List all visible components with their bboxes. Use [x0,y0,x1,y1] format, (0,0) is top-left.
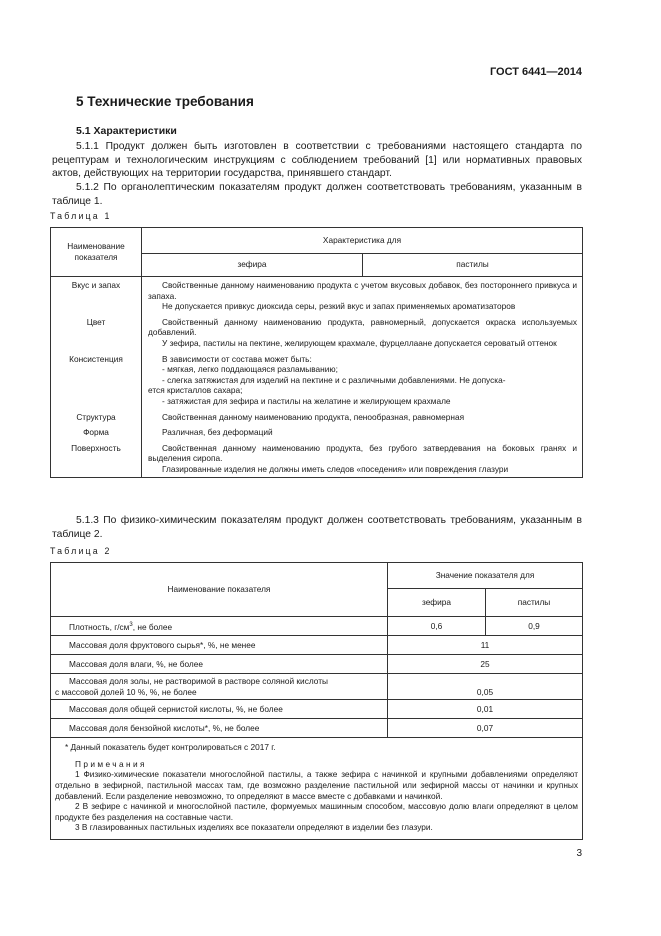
t2-header-name: Наименование показателя [51,563,388,617]
row-name: Массовая доля золы, не растворимой в растворе соляной кислоты с массовой долей 10 %, %, не более [51,674,388,700]
t1-header-pastila: пастилы [363,253,583,276]
desc-line: Различная, без деформаций [162,427,273,438]
subsection-title: 5.1 Характеристики [76,125,177,137]
value-zefir: 0,6 [388,617,486,636]
value-common: 11 [388,636,583,655]
desc-line: Свойственный данному наименованию продукта, равномерный, допускается окраска используемых добавлений. [148,316,578,338]
row-description [142,424,583,440]
table-row [51,440,583,477]
table-2-caption: Таблица 2 [50,546,112,556]
table-row [51,617,583,636]
paragraph-5-1-3: 5.1.3 По физико-химическим показателям продукт должен соответствовать требованиям, указанным в таблице 2. [52,515,582,540]
table-notes [51,738,583,840]
desc-list-item: - слегка затяжистая для изделий на пектине и с различными добавлениями. Не допуска- [162,374,506,385]
t2-header-value: Значение показателя для [388,563,583,589]
row-name: Вкус и запах [51,277,142,314]
desc-line: Глазированные изделия не должны иметь следов «поседения» или повреждения глазури [162,463,509,474]
desc-line: У зефира, пастилы на пектине, желирующем крахмале, фурцеллаане допускается сероватый оттенок [162,337,557,348]
table-row [51,409,583,425]
desc-line: ется кристаллов сахара; [148,385,243,396]
row-description [142,314,583,351]
desc-list-item: - затяжистая для зефира и пастилы на желатине и желирующем крахмале [162,395,451,406]
notes-title: Примечания [75,758,147,769]
t1-header-characteristic: Характеристика для [142,228,583,254]
desc-line: Не допускается привкус диоксида серы, резкий вкус и запах применяемых ароматизаторов [162,301,516,312]
desc-line: Свойственная данному наименованию продукта, без грубого затвердевания на боковых гранях и выделения сиропа. [148,442,578,464]
section-title: 5 Технические требования [76,94,254,109]
row-name: Поверхность [51,440,142,477]
paragraph-5-1-2: 5.1.2 По органолептическим показателям продукт должен соответствовать требованиям, указанным в таблице 1. [52,182,582,207]
t1-header-name: Наименование показателя [51,228,142,277]
t2-header-zefir: зефира [388,589,486,617]
table-row [51,314,583,351]
row-name: Консистенция [51,351,142,409]
row-name: Структура [51,409,142,425]
paragraph-5-1-1: 5.1.1 Продукт должен быть изготовлен в соответствии с требованиями настоящего стандарта по рецептурам и технологическим инструкциям с соблюдением требований [1] или нормативных правовых актов, действующих на территории государства, принявшего стандарт. [52,141,582,179]
table-row [51,655,583,674]
value-common: 0,05 [388,674,583,700]
value-common: 0,07 [388,719,583,738]
table-row [51,277,583,314]
desc-line: Свойственная данному наименованию продукта, пенообразная, равномерная [162,411,465,422]
table-row [51,674,583,700]
row-name: Массовая доля влаги, %, не более [51,655,388,674]
row-description [142,409,583,425]
desc-line: В зависимости от состава может быть: [162,353,312,364]
value-common: 0,01 [388,700,583,719]
row-name: Массовая доля общей сернистой кислоты, %, не более [51,700,388,719]
desc-line: Свойственные данному наименованию продукта с учетом вкусовых добавок, без постороннего привкуса и запаха. [148,280,578,301]
note-item: 1 Физико-химические показатели многослойной пастилы, а также зефира с начинкой и крупными добавлениями определяют отдельно в зефирной, пастильной массах там, где возможно разделение пастильной или зефирной массы от начинки и крупных добавлений. Если разделение невозможно, то определяют в массе вместе с добавками и начинкой. [55,769,579,801]
t2-header-pastila: пастилы [486,589,583,617]
table-row [51,636,583,655]
row-description [142,277,583,314]
row-description [142,351,583,409]
note-item: 3 В глазированных пастильных изделиях все показатели определяют в изделии без глазури. [75,822,433,833]
row-name: Цвет [51,314,142,351]
row-name: Массовая доля бензойной кислоты*, %, не более [51,719,388,738]
row-description [142,440,583,477]
desc-list-item: - мягкая, легко поддающаяся разламыванию; [162,364,338,375]
value-pastila: 0,9 [486,617,583,636]
document-id: ГОСТ 6441—2014 [489,66,582,78]
page-number: 3 [576,848,582,859]
table-row [51,351,583,409]
value-common: 25 [388,655,583,674]
organoleptic-table [50,227,583,478]
table-row [51,700,583,719]
table-1-caption: Таблица 1 [50,211,112,221]
footnote: * Данный показатель будет контролироваться с 2017 г. [65,742,276,753]
table-row [51,719,583,738]
t1-header-zefir: зефира [142,253,363,276]
physico-chemical-table [50,562,583,840]
row-name: Массовая доля фруктового сырья*, %, не менее [51,636,388,655]
note-item: 2 В зефире с начинкой и многослойной пастиле, формуемых машинным способом, массовую долю влаги определяют в целом продукте без разделения на составные части. [55,801,579,822]
row-name: Плотность, $г/см^3$, не более [51,617,388,636]
table-row [51,424,583,440]
row-name: Форма [51,424,142,440]
